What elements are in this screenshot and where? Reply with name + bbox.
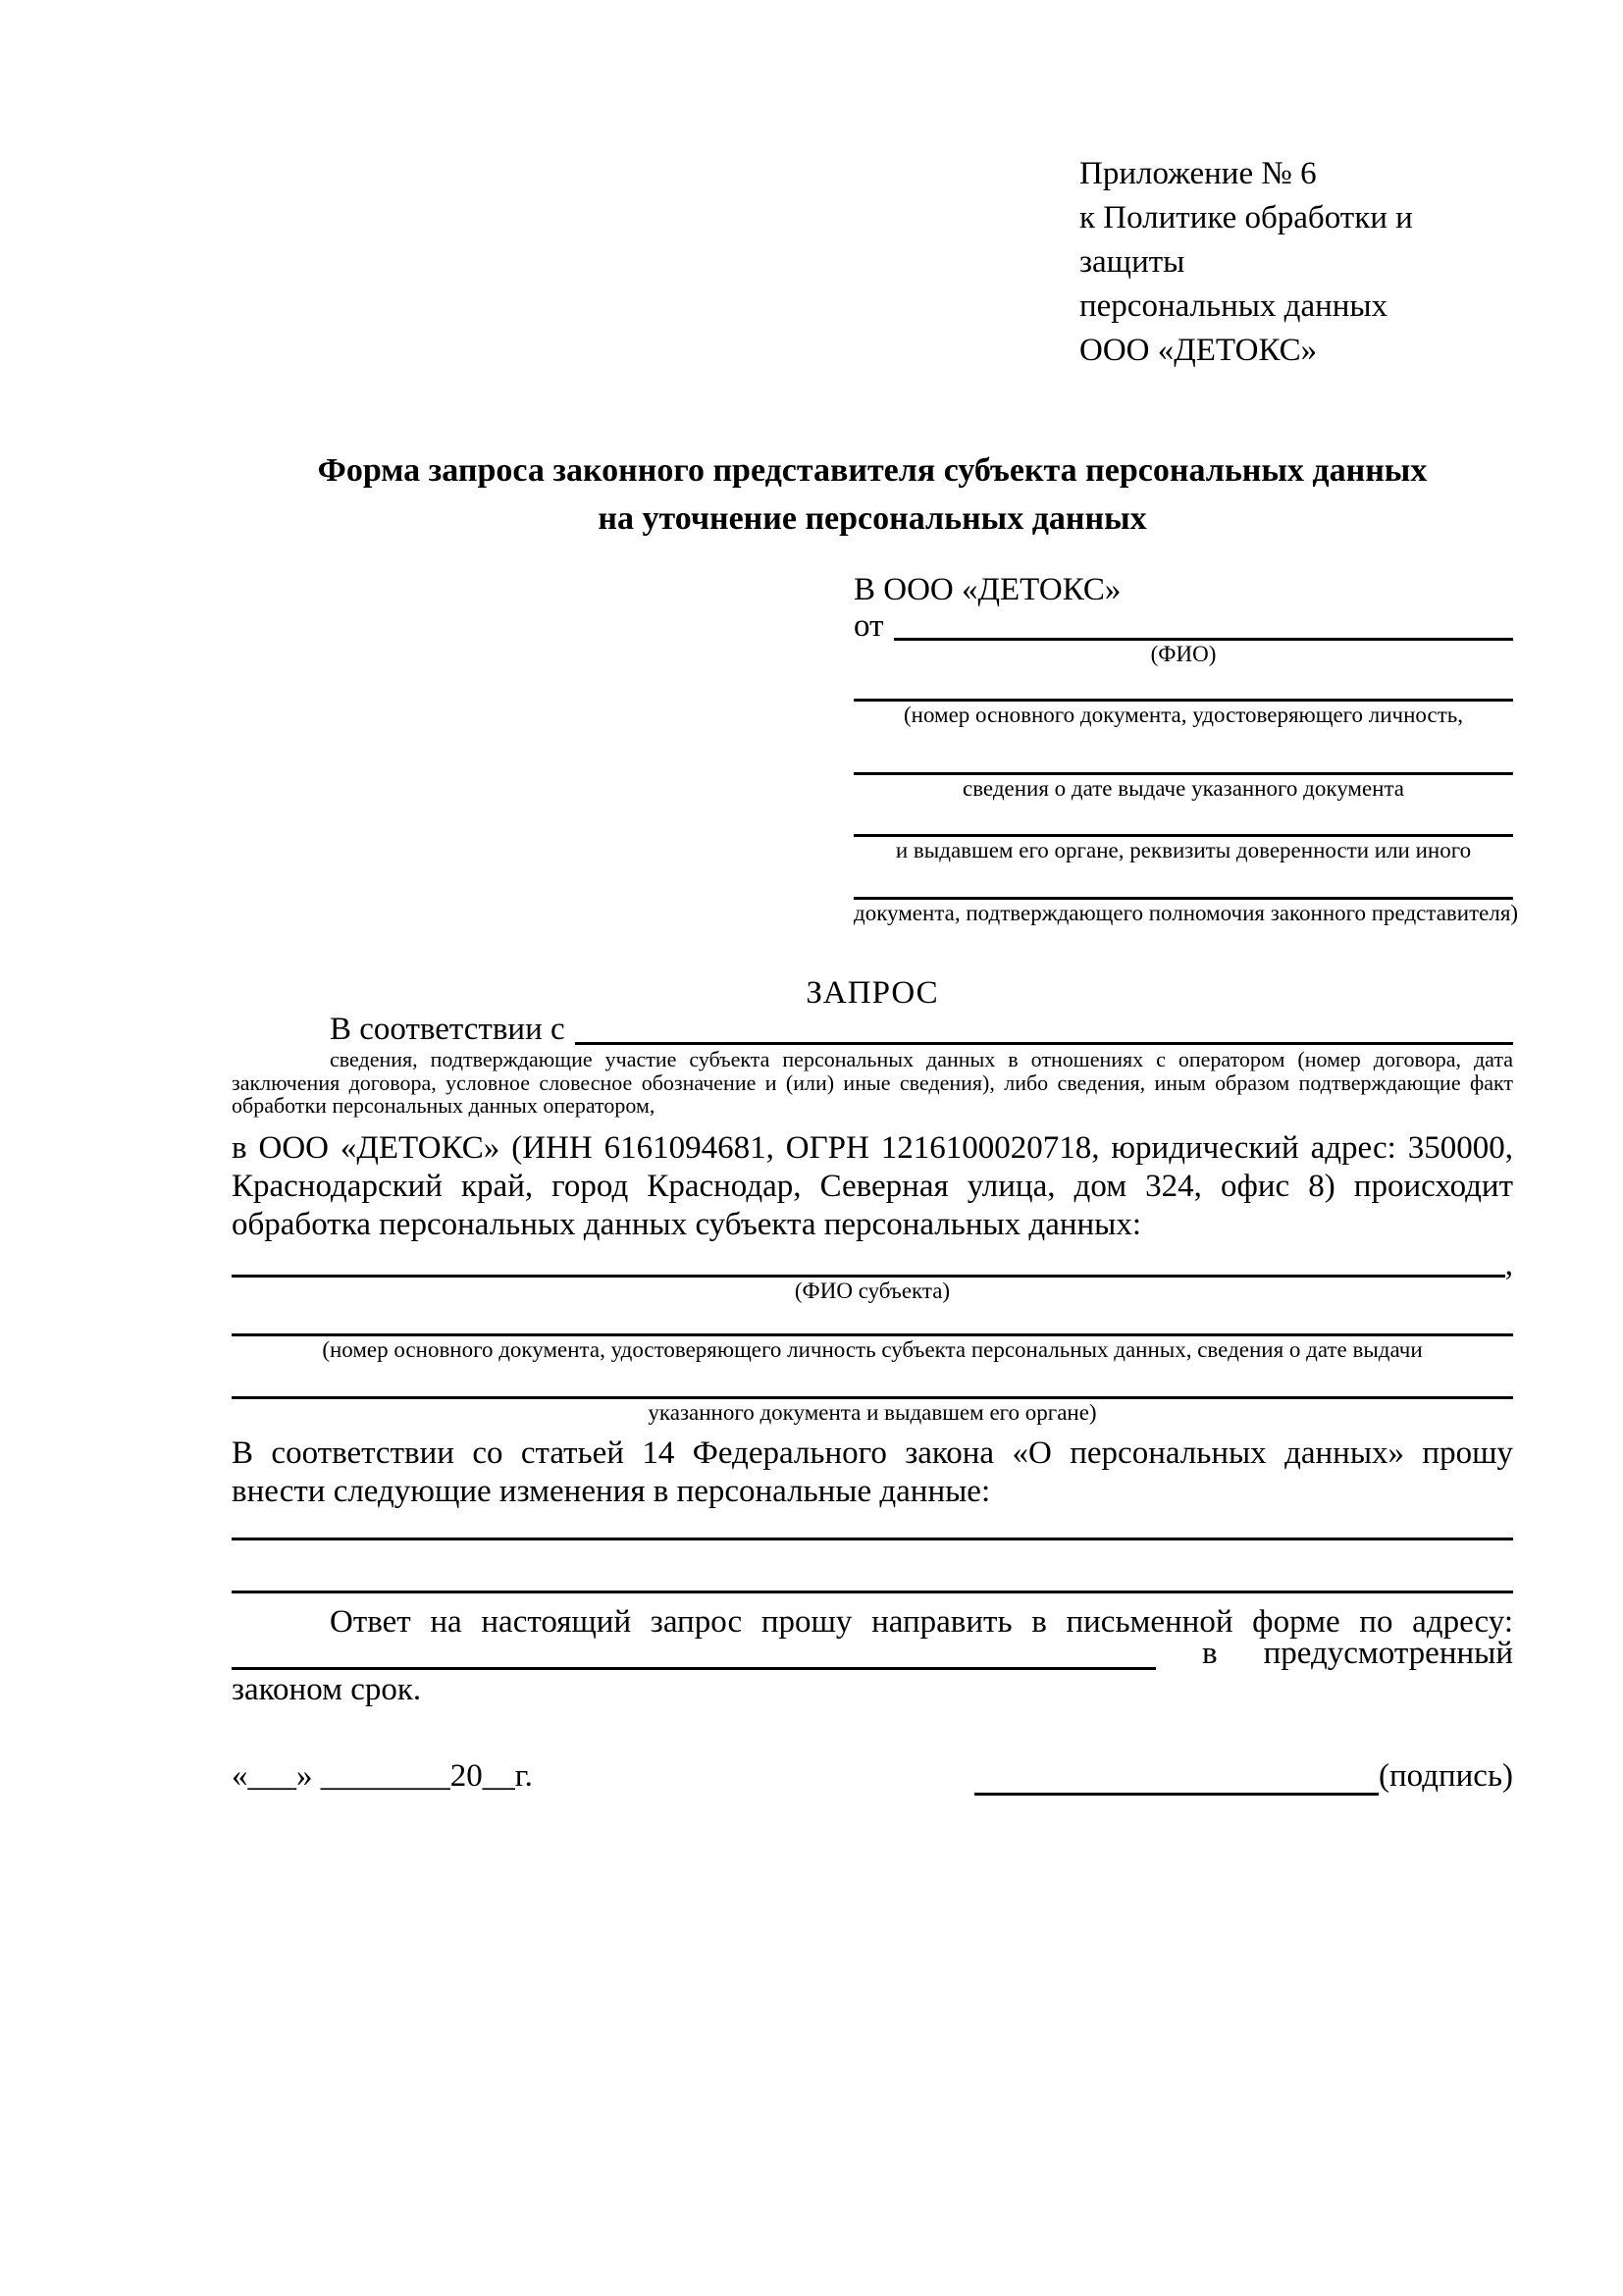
doc-power-caption: документа, подтверждающего полномочия законного представителя) (854, 901, 1519, 925)
signature-blank[interactable] (974, 1760, 1379, 1796)
appendix-note-line: ООО «ДЕТОКС» (1079, 333, 1318, 368)
subject-fio-comma: , (1504, 1246, 1513, 1282)
appendix-note (1079, 152, 1513, 373)
accordance-blank[interactable] (575, 1018, 1513, 1045)
accordance-lead: В соответствии с (330, 1012, 565, 1047)
date-blank[interactable]: «___» ________20__г. (232, 1757, 533, 1794)
form-title-line: на уточнение персональных данных (598, 500, 1147, 537)
request-heading: ЗАПРОС (806, 975, 939, 1011)
doc-issue-date-blank[interactable] (854, 731, 1513, 775)
accordance-note: сведения, подтверждающие участие субъекта персональных данных в отношениях с оператором (номер договора, дата заключения договора, условное словесное обозначение и (или) иные сведения), либо сведения, иным образом подтверждающие факт обработки персональных данных оператором, (232, 1047, 1513, 1118)
addressee-org: В ООО «ДЕТОКС» (854, 572, 1122, 607)
appendix-note-line: к Политике обработки и защиты (1079, 200, 1413, 280)
doc-authority-blank[interactable] (854, 805, 1513, 837)
doc-issue-date-caption: сведения о дате выдаче указанного документа (962, 776, 1405, 801)
footer (232, 1756, 1513, 1796)
answer-line-1: Ответ на настоящий запрос прошу направить в письменной форме по адресу: (330, 1603, 1513, 1640)
subject-doc-blank-2[interactable] (232, 1366, 1513, 1399)
doc-number-caption: (номер основного документа, удостоверяющего личность, (903, 703, 1463, 727)
accordance-row (232, 1014, 1513, 1045)
subject-fio-blank[interactable] (232, 1250, 1505, 1278)
answer-word-predusm: предусмотренный (1263, 1635, 1513, 1671)
fio-blank[interactable] (894, 613, 1514, 641)
answer-line-3: законом срок. (232, 1671, 422, 1707)
operator-paragraph: в ООО «ДЕТОКС» (ИНН 6161094681, ОГРН 1216100020718, юридический адрес: 350000, Краснодарский край, город Краснодар, Северная улица, дом 324, офис 8) происходит обработка персональных данных субъекта персональных данных: (232, 1129, 1513, 1242)
appendix-note-line: Приложение № 6 (1079, 156, 1317, 191)
subject-fio-row (232, 1244, 1513, 1282)
signature-group (974, 1756, 1513, 1796)
changes-blank-2[interactable] (232, 1540, 1513, 1593)
subject-doc-blank-1[interactable] (232, 1307, 1513, 1336)
article-paragraph: В соответствии со статьей 14 Федерального закона «О персональных данных» прошу внести следующие изменения в персональные данные: (232, 1435, 1513, 1509)
address-blank[interactable] (232, 1643, 1156, 1670)
doc-authority-caption: и выдавшем его органе, реквизиты доверенности или иного (895, 838, 1472, 862)
doc-number-blank[interactable] (854, 670, 1513, 702)
from-label: от (854, 608, 884, 644)
doc-power-blank[interactable] (854, 866, 1513, 900)
changes-blank-1[interactable] (232, 1511, 1513, 1540)
addressee-block (854, 569, 1519, 929)
appendix-note-line: персональных данных (1079, 288, 1388, 324)
form-title-line: Форма запроса законного представителя субъекта персональных данных (317, 452, 1428, 489)
subject-fio-caption: (ФИО субъекта) (794, 1278, 951, 1303)
subject-doc-caption-1: (номер основного документа, удостоверяющего личность субъекта персональных данных, сведения о дате выдачи (322, 1336, 1423, 1362)
form-title (232, 446, 1513, 543)
from-row (854, 608, 1513, 644)
subject-doc-caption-2: указанного документа и выдавшем его органе) (648, 1399, 1097, 1425)
fio-caption: (ФИО) (1150, 642, 1217, 666)
answer-line-2 (232, 1635, 1513, 1671)
answer-word-v: в (1202, 1635, 1218, 1671)
signature-caption: (подпись) (1379, 1757, 1513, 1794)
